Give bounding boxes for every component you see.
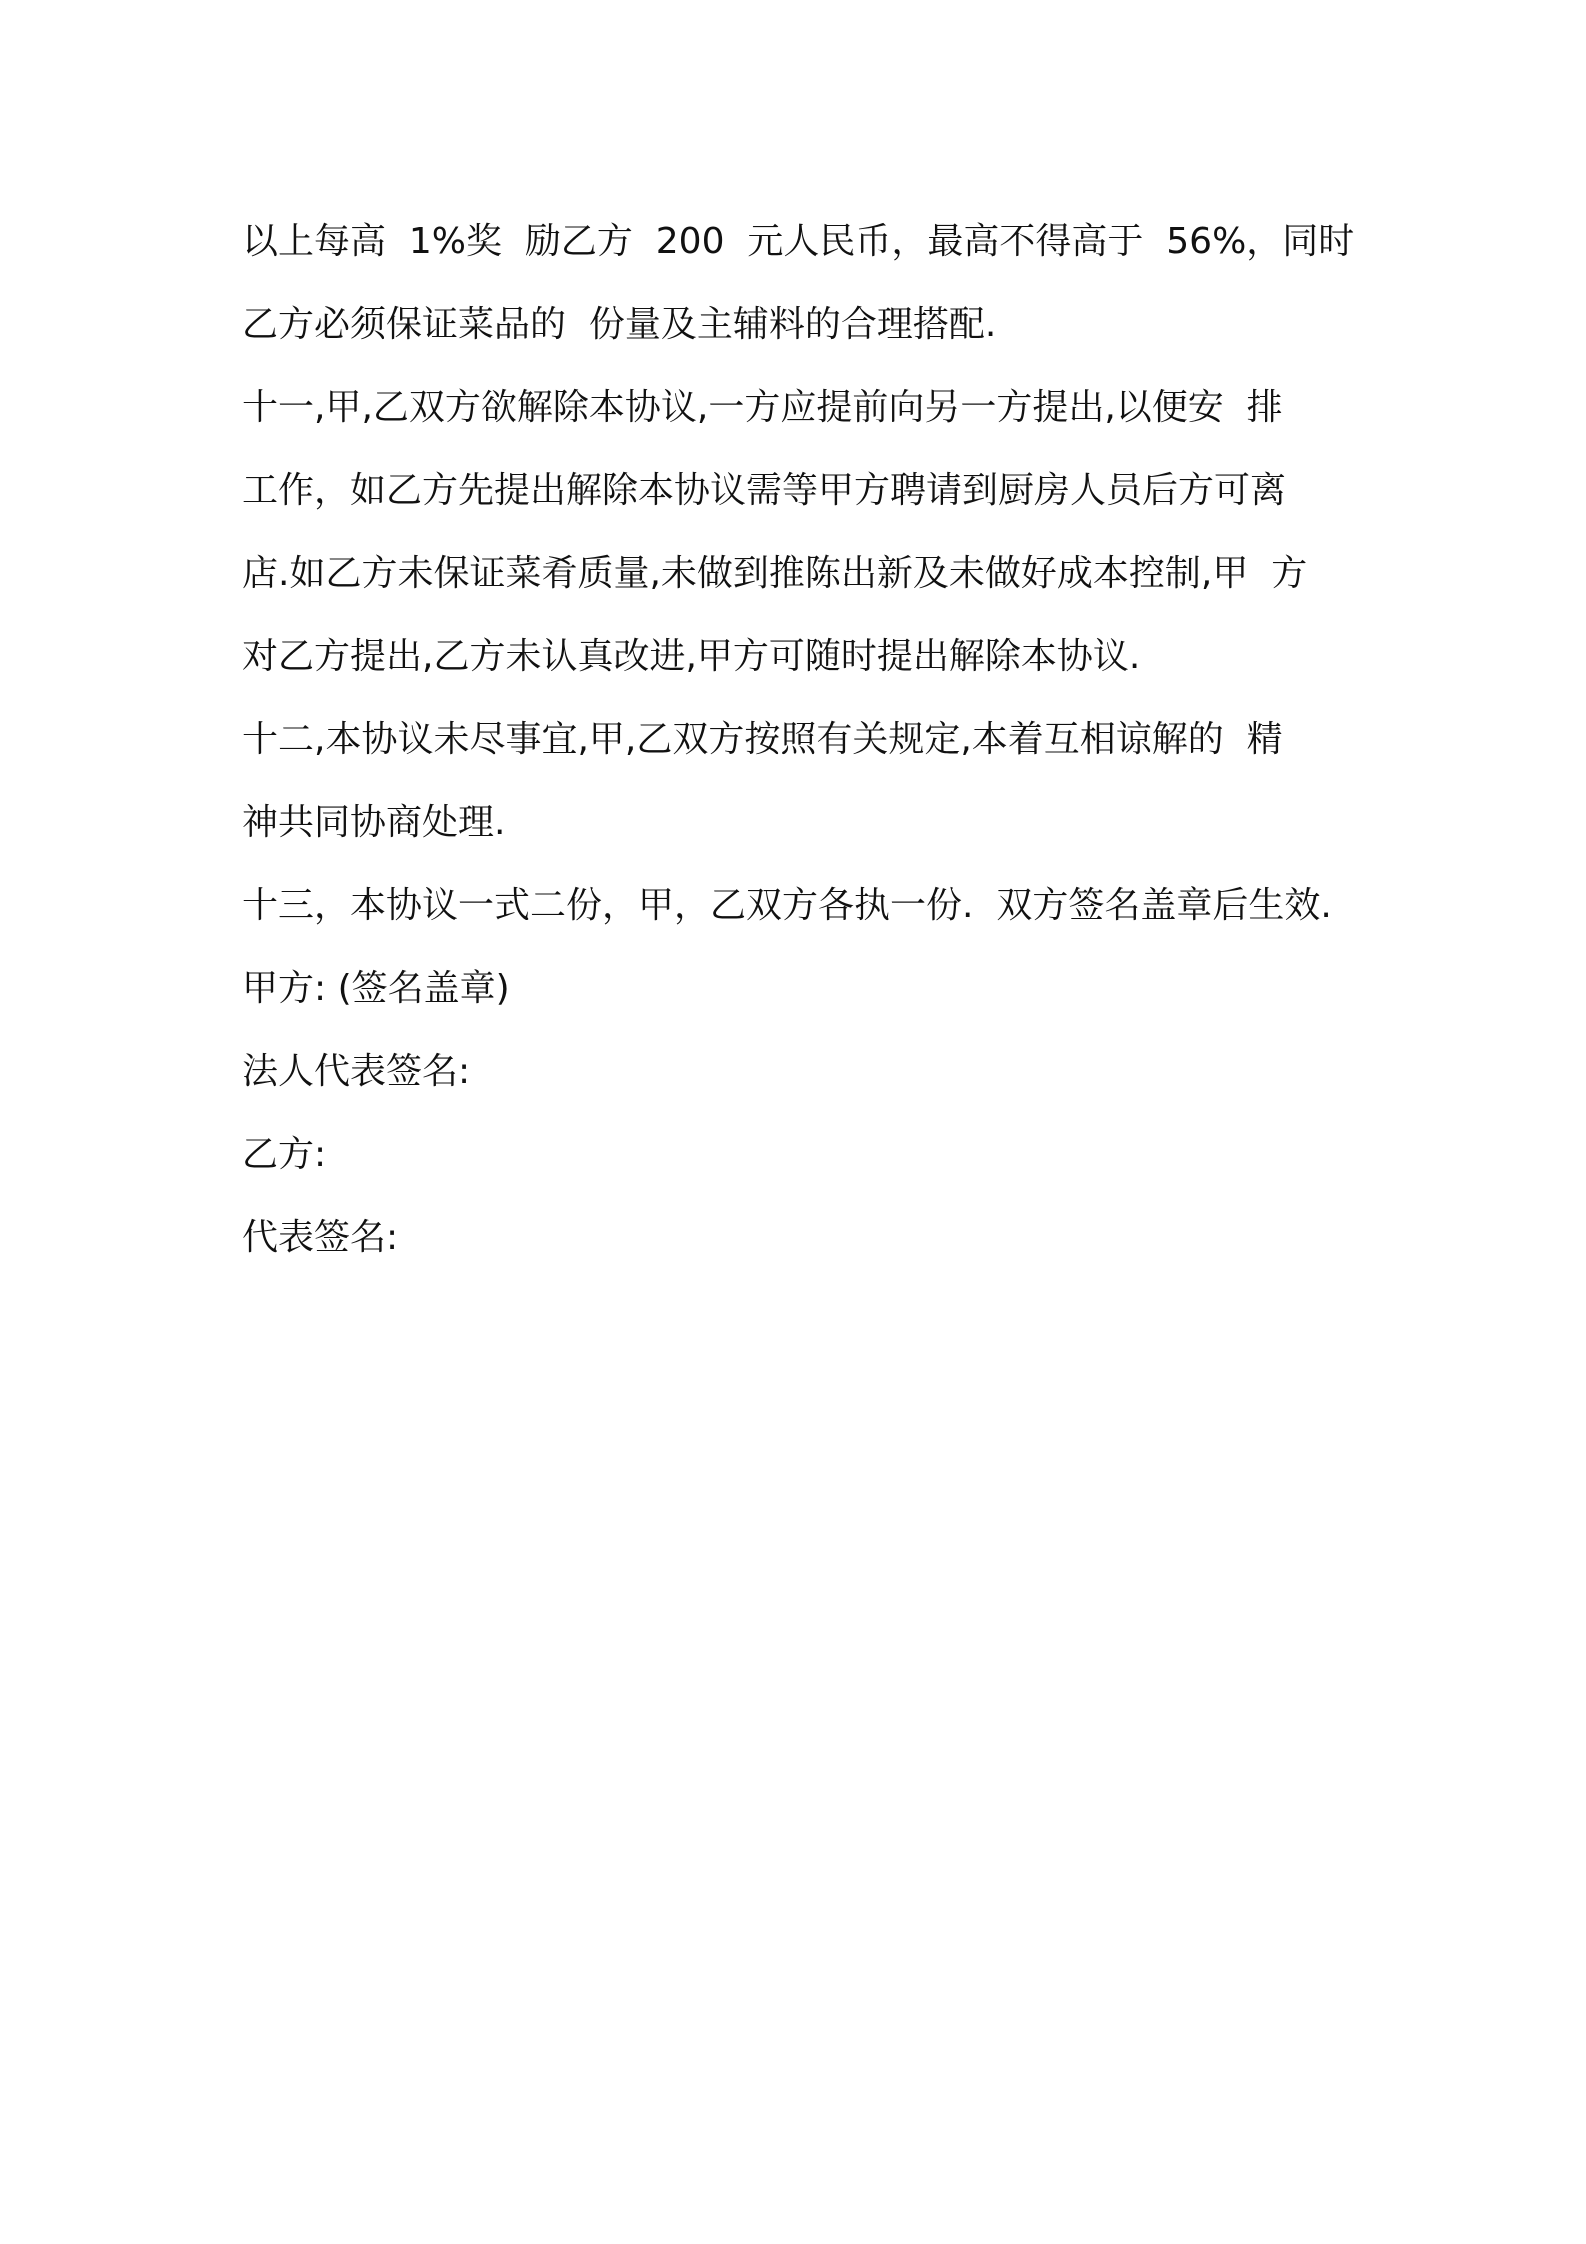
party-b-label: 乙方:	[242, 1134, 327, 1175]
clause-13-line: 十三，本协议一式二份，甲，乙双方各执一份. 双方签名盖章后生效.	[242, 885, 1332, 926]
clause-12-line: 神共同协商处理.	[242, 802, 506, 843]
clause-11-line: 工作，如乙方先提出解除本协议需等甲方聘请到厨房人员后方可离	[242, 470, 1287, 511]
document-body	[242, 200, 1360, 1279]
clause-11-line: 对乙方提出,乙方未认真改进,甲方可随时提出解除本协议.	[242, 636, 1141, 677]
paragraph-line: 乙方必须保证菜品的 份量及主辅料的合理搭配.	[242, 304, 997, 345]
paragraph-line: 以上每高 1%奖 励乙方 200 元人民币，最高不得高于 56%，同时	[242, 221, 1355, 262]
party-a-signature-label: 甲方: (签名盖章)	[242, 968, 510, 1009]
legal-representative-signature-label: 法人代表签名:	[242, 1051, 471, 1092]
clause-11-line: 十一,甲,乙双方欲解除本协议,一方应提前向另一方提出,以便安 排	[242, 387, 1283, 428]
clause-11-line: 店.如乙方未保证菜肴质量,未做到推陈出新及未做好成本控制,甲 方	[242, 553, 1308, 594]
representative-signature-label: 代表签名:	[242, 1217, 399, 1258]
clause-12-line: 十二,本协议未尽事宜,甲,乙双方按照有关规定,本着互相谅解的 精	[242, 719, 1283, 760]
